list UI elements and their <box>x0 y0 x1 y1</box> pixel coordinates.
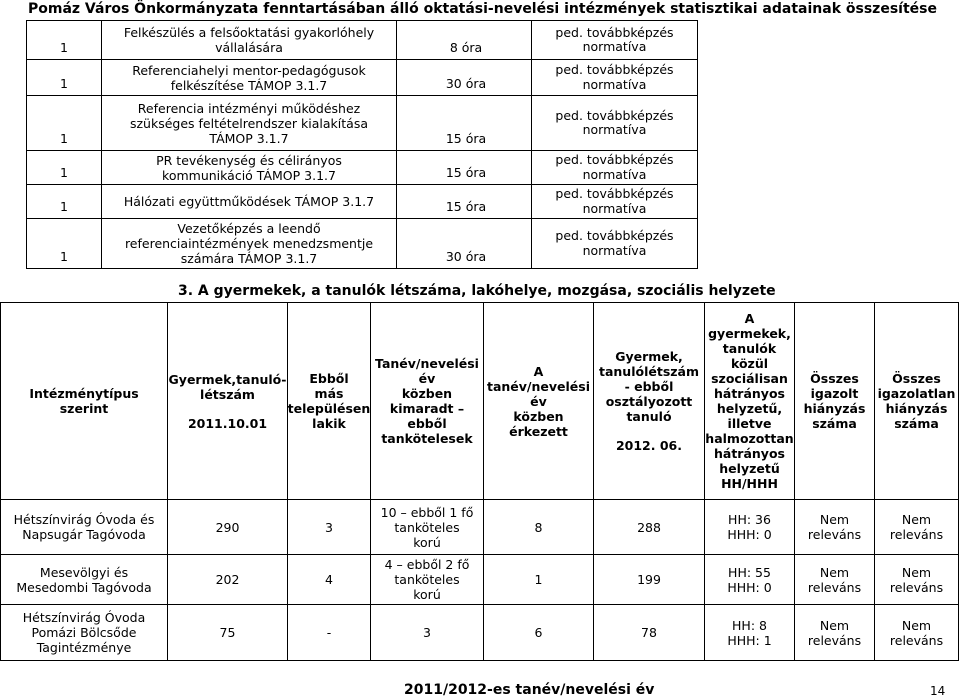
header-line: lakik <box>312 416 346 431</box>
dropout-line: tanköteles <box>394 572 460 587</box>
header-line: halmozottan <box>705 431 794 446</box>
header-line: hiányzás <box>885 401 948 416</box>
justified-line: releváns <box>807 579 862 595</box>
header-line: igazolt <box>810 386 859 401</box>
training-table <box>26 20 698 269</box>
disadvantaged-count <box>705 605 795 661</box>
participant-count: 1 <box>27 219 102 269</box>
institution-type <box>1 555 168 605</box>
description-line: Referencia intézményi működéshez <box>137 100 361 116</box>
hh-line: HH: 8 <box>732 617 767 633</box>
participant-count: 1 <box>27 96 102 151</box>
funding-line: normatíva <box>582 166 647 182</box>
unjustified-line: releváns <box>889 632 944 648</box>
dropout-line: tanköteles <box>394 519 460 535</box>
header-graded <box>594 303 705 500</box>
dropout-count <box>371 555 484 605</box>
institution-row <box>1 555 959 605</box>
description-line: referenciaintézmények menedzsmentje <box>124 236 374 251</box>
justified-line: Nem <box>819 617 850 633</box>
hh-line: HH: 36 <box>728 512 771 527</box>
dropout-count <box>371 605 484 661</box>
header-other-town <box>288 303 371 500</box>
graded-count: 288 <box>594 500 705 555</box>
justified-line: releváns <box>807 632 862 648</box>
institution-row <box>1 605 959 661</box>
header-line: érkezett <box>509 423 568 439</box>
participant-count: 1 <box>27 60 102 96</box>
training-hours: 15 óra <box>397 96 532 151</box>
funding-line: normatíva <box>582 122 647 137</box>
header-line: Gyermek,tanuló- <box>168 371 287 387</box>
hh-line: HHH: 0 <box>727 527 772 542</box>
header-line: - ebből <box>624 379 674 394</box>
type-line: Mesedombi Tagóvoda <box>16 579 152 595</box>
header-line: hátrányos <box>714 386 785 401</box>
description-line: TÁMOP 3.1.7 <box>209 130 289 146</box>
institution-row <box>1 500 959 555</box>
header-line: tanuló <box>626 409 672 424</box>
description-line: számára TÁMOP 3.1.7 <box>180 251 318 266</box>
hh-line: HHH: 0 <box>727 579 772 595</box>
training-funding <box>532 219 698 269</box>
header-line: Intézménytípus <box>29 386 139 401</box>
training-funding <box>532 151 698 185</box>
header-headcount <box>168 303 288 500</box>
unjustified-absence <box>875 500 959 555</box>
dropout-count <box>371 500 484 555</box>
participant-count: 1 <box>27 151 102 185</box>
training-description <box>102 96 397 151</box>
justified-absence <box>795 605 875 661</box>
header-line: közben <box>401 386 453 401</box>
hh-line: HH: 55 <box>728 564 771 580</box>
header-line: igazolatlan <box>877 386 956 401</box>
statistics-table <box>0 302 959 661</box>
training-description <box>102 151 397 185</box>
unjustified-absence <box>875 605 959 661</box>
header-disadvantaged <box>705 303 795 500</box>
training-description <box>102 185 397 219</box>
header-line: szociálisan <box>711 371 788 386</box>
header-line: Gyermek, <box>615 349 683 364</box>
training-description <box>102 219 397 269</box>
training-description <box>102 21 397 60</box>
header-line: településen <box>287 401 371 416</box>
justified-absence <box>795 500 875 555</box>
training-funding <box>532 21 698 60</box>
unjustified-line: releváns <box>889 579 944 595</box>
participant-count: 1 <box>27 21 102 60</box>
headcount: 290 <box>168 500 288 555</box>
funding-line: ped. továbbképzés <box>555 62 674 78</box>
training-row <box>27 219 698 269</box>
type-line: Tagintézménye <box>36 640 132 655</box>
header-line: tanulók <box>722 341 777 356</box>
header-unjustified-absence <box>875 303 959 500</box>
header-line: Ebből <box>309 371 349 386</box>
description-line: kommunikáció TÁMOP 3.1.7 <box>162 167 336 183</box>
disadvantaged-count <box>705 555 795 605</box>
description-line: vállalására <box>215 40 283 55</box>
header-institution-type <box>1 303 168 500</box>
header-line: Tanév/nevelési <box>375 356 479 371</box>
training-hours: 30 óra <box>397 60 532 96</box>
unjustified-line: Nem <box>901 617 932 633</box>
training-hours: 30 óra <box>397 219 532 269</box>
header-line: szerint <box>59 401 109 416</box>
funding-line: normatíva <box>582 200 647 216</box>
description-line: felkészítése TÁMOP 3.1.7 <box>170 77 328 93</box>
arrived-count: 8 <box>484 500 594 555</box>
description-line: Felkészülés a felsőoktatási gyakorlóhely <box>123 25 375 40</box>
header-line: 2012. 06. <box>615 438 683 453</box>
type-line: Napsugár Tagóvoda <box>22 527 146 542</box>
other-town-count: 4 <box>288 555 371 605</box>
training-funding <box>532 96 698 151</box>
hh-line: HHH: 1 <box>727 632 772 648</box>
funding-line: ped. továbbképzés <box>555 186 674 202</box>
header-line: osztályozott <box>605 394 693 409</box>
training-hours: 15 óra <box>397 185 532 219</box>
justified-line: releváns <box>807 527 862 542</box>
dropout-line: korú <box>413 534 441 550</box>
page-number: 14 <box>930 684 946 698</box>
training-funding <box>532 185 698 219</box>
institution-type <box>1 605 168 661</box>
arrived-count: 6 <box>484 605 594 661</box>
type-line: Hétszínvirág Óvoda és <box>13 512 155 527</box>
funding-line: ped. továbbképzés <box>555 228 674 244</box>
header-line: száma <box>812 416 857 431</box>
disadvantaged-count <box>705 500 795 555</box>
description-line: szükséges feltételrendszer kialakítása <box>129 115 368 131</box>
funding-line: ped. továbbképzés <box>555 152 674 168</box>
page-header: Pomáz Város Önkormányzata fenntartásában álló oktatási-nevelési intézmények statisztikai adatainak összesítése <box>28 1 937 17</box>
dropout-line: 10 – ebből 1 fő <box>380 504 474 520</box>
institution-type <box>1 500 168 555</box>
header-line: kimaradt – <box>389 401 465 416</box>
justified-line: Nem <box>819 564 850 580</box>
header-line: más <box>314 386 344 401</box>
training-row <box>27 96 698 151</box>
funding-line: normatíva <box>582 39 647 54</box>
unjustified-line: Nem <box>901 564 932 580</box>
header-line: ebből <box>407 416 447 431</box>
training-hours: 15 óra <box>397 151 532 185</box>
funding-line: ped. továbbképzés <box>555 24 674 40</box>
header-line: közül <box>730 356 769 371</box>
dropout-line: 3 <box>423 625 431 640</box>
type-line: Mesevölgyi és <box>39 564 129 580</box>
header-dropout <box>371 303 484 500</box>
participant-count: 1 <box>27 185 102 219</box>
type-line: Pomázi Bölcsőde <box>31 625 137 640</box>
training-row <box>27 21 698 60</box>
header-line: tanulólétszám <box>599 364 699 379</box>
training-description <box>102 60 397 96</box>
justified-absence <box>795 555 875 605</box>
footer-year: 2011/2012-es tanév/nevelési év <box>404 682 655 698</box>
funding-line: normatíva <box>582 76 647 92</box>
header-justified-absence <box>795 303 875 500</box>
justified-line: Nem <box>819 512 850 527</box>
section-3-title: 3. A gyermekek, a tanulók létszáma, lakóhelye, mozgása, szociális helyzete <box>178 283 776 299</box>
header-line: száma <box>894 416 939 431</box>
header-line: helyzetű, <box>716 401 783 416</box>
header-line: hiányzás <box>803 401 866 416</box>
graded-count: 199 <box>594 555 705 605</box>
header-line: illetve <box>727 416 772 431</box>
headcount: 75 <box>168 605 288 661</box>
header-line: hátrányos <box>714 446 785 461</box>
training-row <box>27 185 698 219</box>
header-line: A <box>744 311 755 326</box>
description-line: Vezetőképzés a leendő <box>177 221 321 236</box>
header-line: Összes <box>892 371 941 386</box>
type-line: Hétszínvirág Óvoda <box>22 610 146 625</box>
headcount: 202 <box>168 555 288 605</box>
description-line: PR tevékenység és célirányos <box>156 152 342 168</box>
header-line: tankötelesek <box>381 431 473 446</box>
header-row <box>1 303 959 500</box>
header-line: közben <box>513 408 564 424</box>
training-hours: 8 óra <box>397 21 532 60</box>
header-line: létszám <box>200 386 255 402</box>
arrived-count: 1 <box>484 555 594 605</box>
graded-count: 78 <box>594 605 705 661</box>
training-row <box>27 151 698 185</box>
header-line: év <box>530 393 547 409</box>
header-line: HH/HHH <box>721 476 778 491</box>
dropout-line: 4 – ebből 2 fő <box>384 557 470 572</box>
funding-line: normatíva <box>582 242 647 258</box>
unjustified-line: Nem <box>901 512 932 527</box>
header-line: helyzetű <box>719 461 780 476</box>
other-town-count: 3 <box>288 500 371 555</box>
header-line: A <box>533 363 544 379</box>
header-line: év <box>418 371 436 386</box>
header-line: gyermekek, <box>708 326 791 341</box>
unjustified-absence <box>875 555 959 605</box>
header-arrived <box>484 303 594 500</box>
description-line: Referenciahelyi mentor-pedagógusok <box>132 62 366 78</box>
dropout-line: korú <box>413 587 441 602</box>
description-line: Hálózati együttműködések TÁMOP 3.1.7 <box>123 194 375 209</box>
other-town-count: - <box>288 605 371 661</box>
header-line: tanév/nevelési <box>487 378 590 394</box>
header-line: 2011.10.01 <box>187 415 268 431</box>
training-row <box>27 60 698 96</box>
header-line: Összes <box>810 371 859 386</box>
unjustified-line: releváns <box>889 527 944 542</box>
training-funding <box>532 60 698 96</box>
funding-line: ped. továbbképzés <box>555 107 674 123</box>
